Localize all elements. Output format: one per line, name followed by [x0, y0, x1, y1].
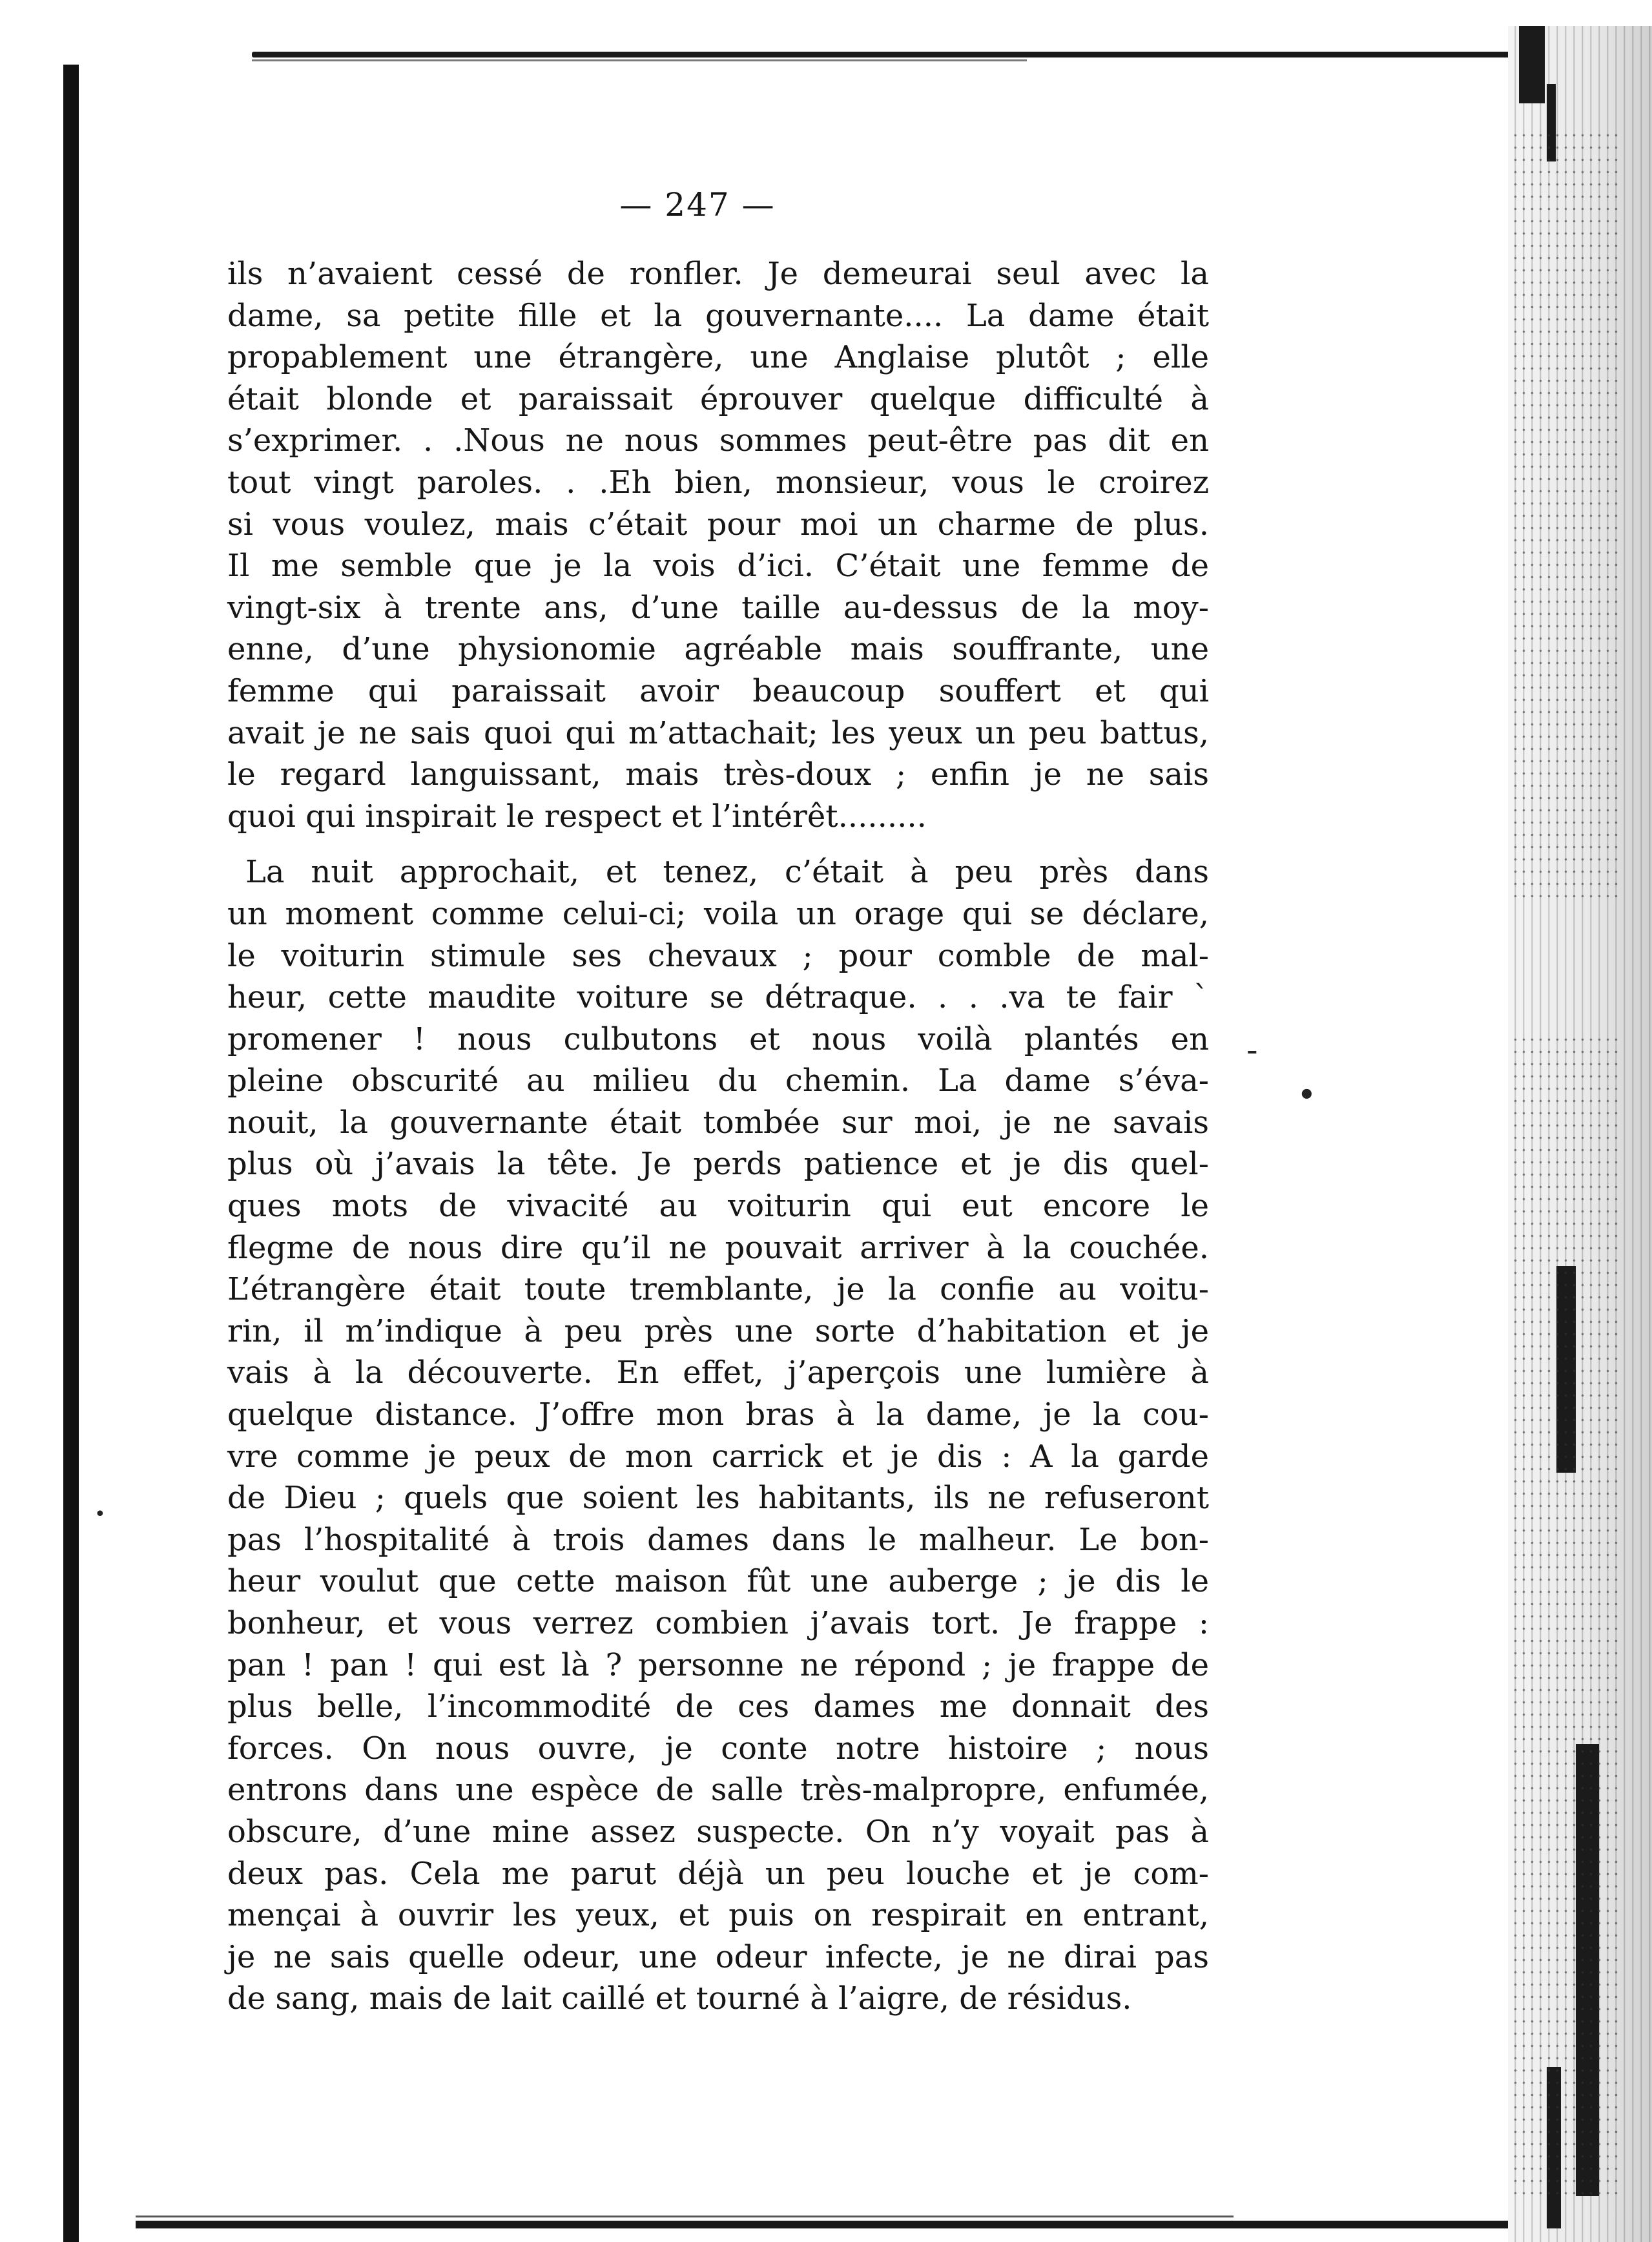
text-line: tout vingt paroles. . .Eh bien, monsieur, vous le croirez — [227, 464, 1209, 501]
text-line: L’étrangère était toute tremblante, je la confie au voitu- — [227, 1271, 1209, 1308]
text-line: de sang, mais de lait caillé et tourné à l’aigre, de résidus. — [227, 1980, 1132, 2017]
text-line: vre comme je peux de mon carrick et je dis : A la garde — [227, 1438, 1209, 1475]
text-line: bonheur, et vous verrez combien j’avais tort. Je frappe : — [227, 1605, 1209, 1641]
text-line: était blonde et paraissait éprouver quelque difficulté à — [227, 380, 1209, 417]
paragraph-gap — [227, 837, 1209, 851]
text-line: promener ! nous culbutons et nous voilà plantés en — [227, 1021, 1209, 1057]
text-line: avait je ne sais quoi qui m’attachait; les yeux un peu battus, — [227, 714, 1209, 751]
text-line: obscure, d’une mine assez suspecte. On n’y voyait pas à — [227, 1813, 1209, 1850]
text-line: le regard languissant, mais très-doux ; enfin je ne sais — [227, 756, 1209, 793]
text-line: si vous voulez, mais c’était pour moi un charme de plus. — [227, 506, 1209, 543]
text-line: dame, sa petite fille et la gouvernante.... La dame était — [227, 297, 1209, 334]
text-line: plus où j’avais la tête. Je perds patience et je dis quel- — [227, 1146, 1209, 1183]
text-line: vais à la découverte. En effet, j’aperçois une lumière à — [227, 1355, 1209, 1391]
bottom-scan-border — [136, 2221, 1518, 2228]
margin-dot-mark: • — [1297, 1076, 1317, 1115]
text-line: pas l’hospitalité à trois dames dans le malheur. Le bon- — [227, 1521, 1209, 1558]
text-line: Il me semble que je la vois d’ici. C’était une femme de — [227, 548, 1209, 585]
text-line: je ne sais quelle odeur, une odeur infecte, je ne dirai pas — [227, 1938, 1209, 1975]
text-line: pan ! pan ! qui est là ? personne ne répond ; je frappe de — [227, 1646, 1209, 1683]
text-line: rin, il m’indique à peu près une sorte d’habitation et je — [227, 1313, 1209, 1349]
text-line: pleine obscurité au milieu du chemin. La dame s’éva- — [227, 1063, 1209, 1099]
text-line: ils n’avaient cessé de ronfler. Je demeurai seul avec la — [227, 256, 1209, 292]
text-line: quelque distance. J’offre mon bras à la dame, je la cou- — [227, 1396, 1209, 1433]
edge-noise-lower — [1511, 1033, 1621, 2196]
edge-strip-top — [1519, 26, 1545, 103]
edge-noise-upper — [1511, 129, 1621, 904]
text-line: propablement une étrangère, une Anglaise plutôt ; elle — [227, 339, 1209, 376]
text-line: deux pas. Cela me parut déjà un peu louche et je com- — [227, 1855, 1209, 1892]
text-line: flegme de nous dire qu’il ne pouvait arriver à la couchée. — [227, 1229, 1209, 1266]
top-scan-rule — [252, 52, 1518, 57]
page-number: — 247 — — [619, 186, 776, 223]
margin-stray-dot: • — [94, 1503, 106, 1526]
text-line: entrons dans une espèce de salle très-malpropre, enfumée, — [227, 1772, 1209, 1809]
text-line: vingt-six à trente ans, d’une taille au-dessus de la moy- — [227, 589, 1209, 626]
top-scan-rule-shadow — [252, 59, 1027, 61]
text-line: un moment comme celui-ci; voila un orage qui se déclare, — [227, 895, 1209, 932]
margin-dash-mark: - — [1246, 1031, 1258, 1070]
paragraph — [227, 253, 1209, 837]
text-line: nouit, la gouvernante était tombée sur moi, je ne savais — [227, 1104, 1209, 1141]
text-line: enne, d’une physionomie agréable mais souffrante, une — [227, 631, 1209, 668]
text-line: forces. On nous ouvre, je conte notre histoire ; nous — [227, 1730, 1209, 1767]
text-line: ques mots de vivacité au voiturin qui eut encore le — [227, 1188, 1209, 1225]
text-line: plus belle, l’incommodité de ces dames me donnait des — [227, 1688, 1209, 1725]
body-text — [227, 253, 1209, 2020]
text-line: quoi qui inspirait le respect et l’intérêt......... — [227, 798, 927, 835]
text-line: le voiturin stimule ses chevaux ; pour comble de mal- — [227, 937, 1209, 974]
text-line: heur voulut que cette maison fût une auberge ; je dis le — [227, 1563, 1209, 1600]
text-line: s’exprimer. . .Nous ne nous sommes peut-être pas dit en — [227, 422, 1209, 459]
text-line: mençai à ouvrir les yeux, et puis on respirait en entrant, — [227, 1897, 1209, 1934]
paragraph — [227, 851, 1209, 2020]
text-line: de Dieu ; quels que soient les habitants, ils ne refuseront — [227, 1480, 1209, 1517]
text-line: femme qui paraissait avoir beaucoup souffert et qui — [227, 672, 1209, 709]
left-scan-border — [63, 65, 79, 2242]
text-line: heur, cette maudite voiture se détraque. . . .va te fair ` — [227, 979, 1209, 1016]
bottom-scan-rule-shadow — [136, 2216, 1234, 2217]
text-line: La nuit approchait, et tenez, c’était à peu près dans — [245, 854, 1209, 891]
